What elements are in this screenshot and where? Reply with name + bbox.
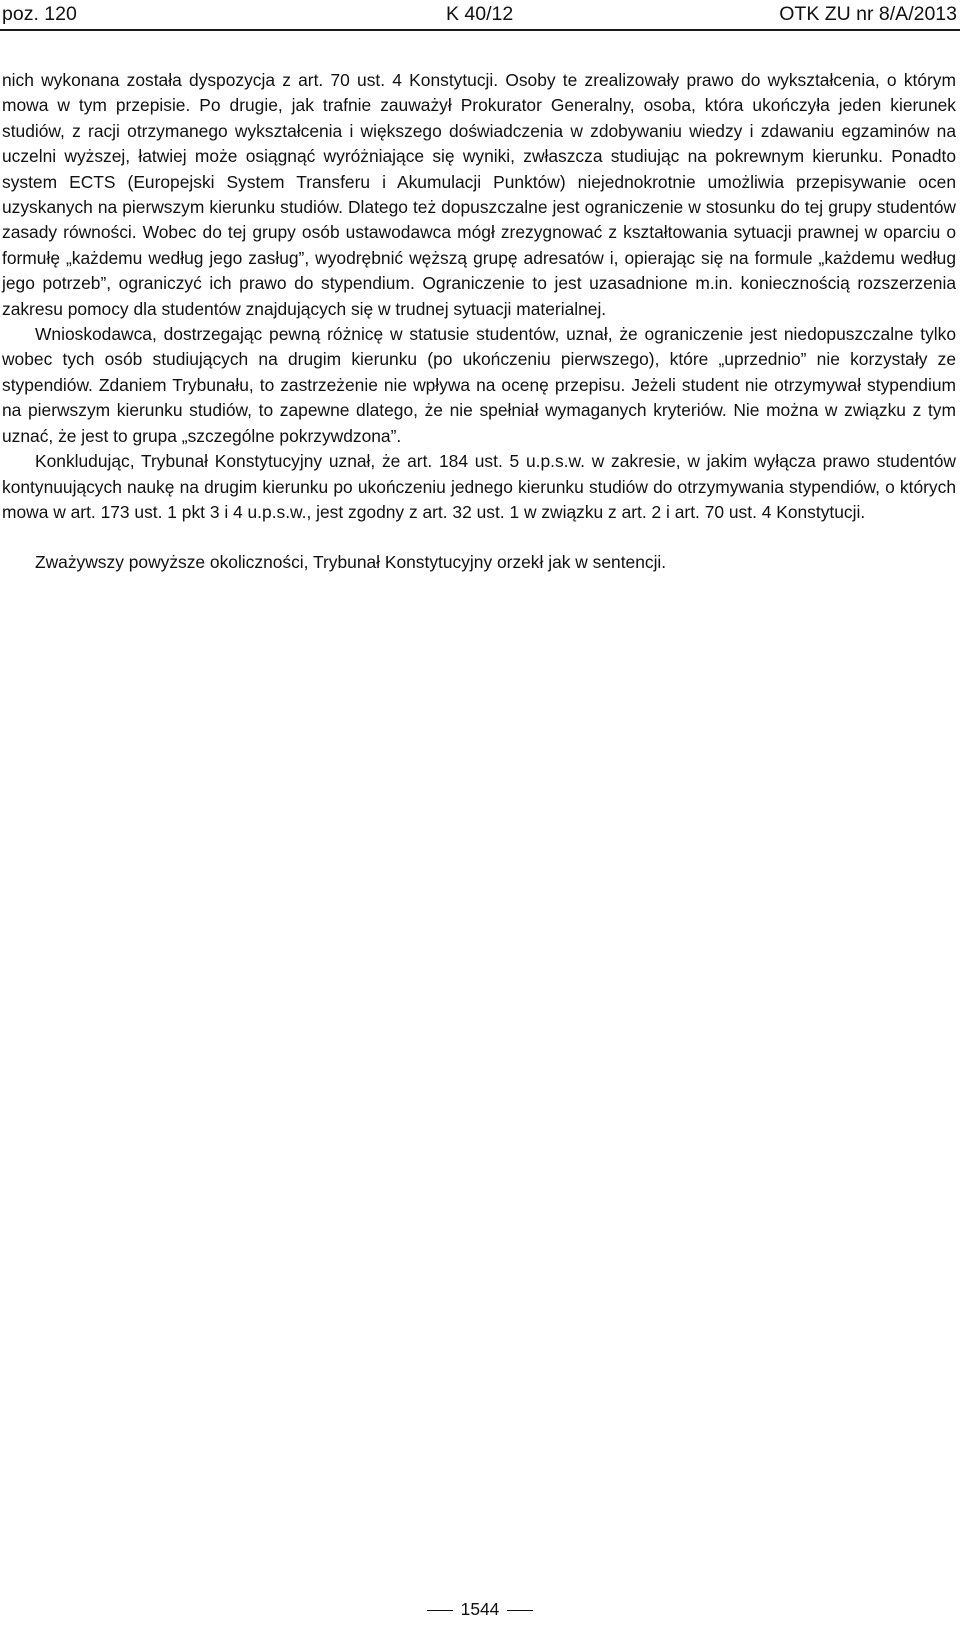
document-body xyxy=(2,68,956,576)
paragraph-conclusion: Konkludując, Trybunał Konstytucyjny uznał, że art. 184 ust. 5 u.p.s.w. w zakresie, w jakim wyłącza prawo studentów kontynuujących naukę na drugim kierunku po ukończeniu jednego kierunku studiów do otrzymywania stypendiów, o których mowa w art. 173 ust. 1 pkt 3 i 4 u.p.s.w., jest zgodny z art. 32 ust. 1 w związku z art. 2 i art. 70 ust. 4 Konstytucji. xyxy=(2,451,956,522)
paragraph-applicant: Wnioskodawca, dostrzegając pewną różnicę w statusie studentów, uznał, że ograniczenie jest niedopuszczalne tylko wobec tych osób studiujących na drugim kierunku (po ukończeniu pierwszego), które „uprzednio” nie korzystały ze stypendiów. Zdaniem Trybunału, to zastrzeżenie nie wpływa na ocenę przepisu. Jeżeli student nie otrzymywał stypendium na pierwszym kierunku studiów, to zapewne dlatego, że nie spełniał wymaganych kryteriów. Nie można w związku z tym uznać, że jest to grupa „szczególne pokrzywdzona”. xyxy=(2,324,956,446)
page-footer xyxy=(0,1598,960,1620)
paragraph-ruling: Zważywszy powyższe okoliczności, Trybunał Konstytucyjny orzekł jak w sentencji. xyxy=(35,552,667,573)
header-divider xyxy=(0,29,960,31)
paragraph-continued: nich wykonana została dyspozycja z art. 70 ust. 4 Konstytucji. Osoby te zrealizowały prawo do wykształcenia, o którym mowa w tym przepisie. Po drugie, jak trafnie zauważył Prokurator Generalny, osoba, która ukończyła jeden kierunek studiów, z racji otrzymanego wykształcenia i większego doświadczenia w zdobywaniu wiedzy i zdawaniu egzaminów na uczelni wyższej, łatwiej może osiągnąć wyróżniające się wyniki, zwłaszcza studiując na pokrewnym kierunku. Ponadto system ECTS (Europejski System Transferu i Akumulacji Punktów) niejednokrotnie umożliwia przepisywanie ocen uzyskanych na pierwszym kierunku studiów. Dlatego też dopuszczalne jest ograniczenie w stosunku do tej grupy studentów zasady równości. Wobec do tej grupy osób ustawodawca mógł zrezygnować z kształtowania sytuacji prawnej w oparciu o formułę „każdemu według jego zasług”, wyodrębnić węższą grupę adresatów i, opierając się na formule „każdemu według jego potrzeb”, ograniczyć ich prawo do stypendium. Ograniczenie to jest uzasadnione m.in. koniecznością rozszerzenia zakresu pomocy dla studentów znajdujących się w trudnej sytuacji materialnej. xyxy=(2,70,956,319)
header-case-number: K 40/12 xyxy=(446,3,514,25)
header-journal: OTK ZU nr 8/A/2013 xyxy=(779,3,957,25)
footer-dash-left xyxy=(427,1610,453,1611)
page-number: 1544 xyxy=(460,1599,500,1619)
footer-dash-right xyxy=(507,1610,533,1611)
header-position: poz. 120 xyxy=(2,3,77,25)
running-header xyxy=(0,0,960,31)
